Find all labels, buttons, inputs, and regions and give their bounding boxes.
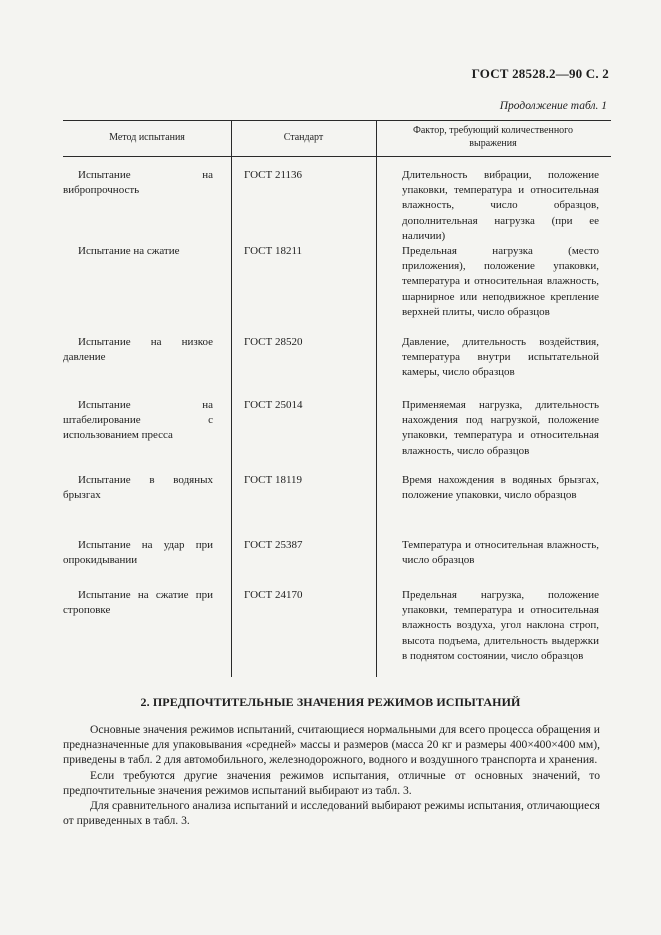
factor-cell: Время нахождения в водяных брызгах, положение упаковки, число образцов <box>402 474 599 502</box>
standard-cell: ГОСТ 25387 <box>244 539 303 551</box>
paragraph: Для сравнительного анализа испытаний и исследований выбирают режимы испытания, отличающиеся от приведенных в табл. 3. <box>63 799 600 828</box>
standard-cell: ГОСТ 18211 <box>244 245 303 257</box>
column-header-factor: Фактор, требующий количественного выражения <box>412 125 574 149</box>
table-top-rule <box>63 120 611 121</box>
method-cell: Испытание на сжатие <box>78 245 180 257</box>
column-header-standard: Стандарт <box>283 132 324 143</box>
factor-cell: Температура и относительная влажность, число образцов <box>402 539 599 567</box>
method-cell: Испытание на низкое давление <box>63 336 213 364</box>
table-continuation-note: Продолжение табл. 1 <box>499 100 607 112</box>
method-cell: Испытание на удар при опрокидывании <box>63 539 213 567</box>
document-reference: ГОСТ 28528.2—90 С. 2 <box>471 66 609 81</box>
paragraph: Основные значения режимов испытаний, считающиеся нормальными для всего процесса обращения и предназначенные для упаковывания «средней» массы и размеров (масса 20 кг и размеры 400×400×400 мм), приведены в табл. 2 для автомобильного, железнодорожного, водного и воздушного транспорта и хранения. <box>63 723 600 767</box>
standard-cell: ГОСТ 24170 <box>244 589 303 601</box>
standard-cell: ГОСТ 25014 <box>244 399 303 411</box>
factor-cell: Давление, длительность воздействия, температура внутри испытательной камеры, число образцов <box>402 336 599 379</box>
standard-cell: ГОСТ 28520 <box>244 336 303 348</box>
section-heading: 2. ПРЕДПОЧТИТЕЛЬНЫЕ ЗНАЧЕНИЯ РЕЖИМОВ ИСПЫТАНИЙ <box>140 695 521 709</box>
column-divider-1 <box>231 120 232 677</box>
method-cell: Испытание на штабелирование с использованием пресса <box>63 399 213 442</box>
column-divider-2 <box>376 120 377 677</box>
column-header-method: Метод испытания <box>109 132 185 143</box>
factor-cell: Длительность вибрации, положение упаковки, температура и относительная влажность, число образцов, дополнительная нагрузка (при ее наличии) <box>402 169 599 242</box>
table-header-rule <box>63 156 611 157</box>
method-cell: Испытание на вибропрочность <box>63 169 213 197</box>
paragraph: Если требуются другие значения режимов испытания, отличные от основных значений, то предпочтительные значения режимов испытаний выбирают из табл. 3. <box>63 768 600 797</box>
method-cell: Испытание на сжатие при строповке <box>63 589 213 617</box>
factor-cell: Предельная нагрузка (место приложения), положение упаковки, температура и относительная влажность, шарнирное или неподвижное крепление верхней плиты, число образцов <box>402 245 599 318</box>
standard-cell: ГОСТ 21136 <box>244 169 303 181</box>
method-cell: Испытание в водяных брызгах <box>63 474 213 502</box>
test-methods-table <box>63 120 611 677</box>
section-body <box>63 722 600 828</box>
standard-cell: ГОСТ 18119 <box>244 474 303 486</box>
factor-cell: Предельная нагрузка, положение упаковки, температура и относительная влажность воздуха, угол наклона строп, высота подъема, длительность выдержки в поднятом состоянии, число образцов <box>402 589 599 662</box>
factor-cell: Применяемая нагрузка, длительность нахождения под нагрузкой, положение упаковки, температура и относительная влажность, число образцов <box>402 399 599 457</box>
